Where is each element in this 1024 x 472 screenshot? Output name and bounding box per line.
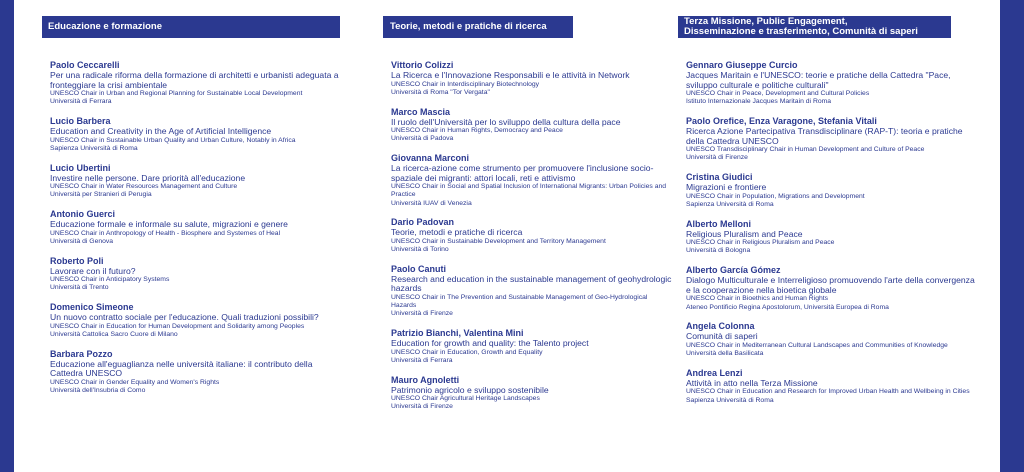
university: Università di Padova [391,135,454,143]
talk-title: Il ruolo dell'Università per lo sviluppo della cultura della pace [391,116,621,127]
talk-title: Jacques Maritain e l'UNESCO: teorie e pratiche della Cattedra "Pace, sviluppo culturale e politiche culturali" [686,70,951,90]
entry-list [50,60,342,405]
talk-title: Un nuovo contratto sociale per l'educazione. Quali traduzioni possibili? [50,312,319,323]
talk-title: Dialogo Multiculturale e Interreligioso promuovendo l'arte della convergenza e la cooperazione nella bioetica globale [686,275,975,295]
column-education [42,0,342,472]
talk-title: Lavorare con il futuro? [50,265,136,276]
unesco-chair: UNESCO Chair in Anticipatory Systems [50,276,170,284]
speaker-entry [686,172,978,209]
speaker-entry [50,256,342,293]
talk-title: Teorie, metodi e pratiche di ricerca [391,227,523,238]
unesco-chair: UNESCO Chair in Gender Equality and Women's Rights [50,378,220,386]
section-header-line: Terza Missione, Public Engagement, [684,16,848,27]
talk-title: La ricerca-azione come strumento per promuovere l'inclusione socio-spaziale dei migranti: attori locali, reti e attivismo [391,163,654,183]
speaker-name: Alberto Melloni [686,218,751,229]
speaker-name: Paolo Orefice, Enza Varagone, Stefania Vitali [686,116,877,127]
speaker-name: Giovanna Marconi [391,153,470,163]
talk-title: Ricerca Azione Partecipativa Transdisciplinare (RAP-T): teoria e pratiche della Cattedra UNESCO [686,126,963,146]
university: Università IUAV di Venezia [391,199,472,207]
speaker-name: Andrea Lenzi [686,367,743,378]
talk-title: Comunità di saperi [686,331,758,342]
talk-title: Educazione all'eguaglianza nelle università italiane: il contributo della Cattedra UNESCO [50,358,313,379]
talk-title: Education and Creativity in the Age of Artificial Intelligence [50,126,272,137]
university: Istituto Internazionale Jacques Maritain di Roma [686,98,832,106]
speaker-name: Cristina Giudici [686,172,753,183]
speaker-name: Domenico Simeone [50,302,134,313]
column-research [383,0,673,472]
speaker-entry [50,349,342,396]
unesco-chair: UNESCO Chair in Peace, Development and Cultural Policies [686,90,870,98]
university: Università di Ferrara [50,98,112,106]
speaker-entry [686,265,978,312]
speaker-name: Roberto Poli [50,255,104,266]
speaker-name: Alberto García Gómez [686,265,781,276]
unesco-chair: UNESCO Chair in Education, Growth and Equality [391,348,543,356]
university: Università Cattolica Sacro Cuore di Milano [50,330,178,338]
entry-list [391,60,673,421]
speaker-name: Vittorio Colizzi [391,60,454,70]
speaker-entry [50,116,342,153]
university: Università di Firenze [686,154,748,162]
university: Università di Torino [391,246,449,254]
unesco-chair: UNESCO Chair in Anthropology of Health - Biosphere and Systemes of Heal [50,229,281,237]
unesco-chair: UNESCO Chair in Water Resources Management and Culture [50,183,238,191]
speaker-entry [391,217,673,254]
talk-title: Per una radicale riforma della formazione di architetti e urbanisti adeguata a fronteggiare la crisi ambientale [50,70,339,90]
university: Sapienza Università di Roma [50,144,138,152]
speaker-entry [391,375,673,412]
university: Università di Roma "Tor Vergata" [391,88,490,96]
speaker-entry [686,116,978,163]
university: Università di Ferrara [391,356,453,364]
speaker-entry [50,209,342,246]
university: Università di Firenze [391,310,453,318]
unesco-chair: UNESCO Chair in Sustainable Development and Territory Management [391,237,606,245]
speaker-name: Lucio Ubertini [50,162,111,173]
speaker-entry [50,163,342,200]
unesco-chair: UNESCO Chair in Urban and Regional Planning for Sustainable Local Development [50,90,303,98]
unesco-chair: UNESCO Chair in Sustainable Urban Quality and Urban Culture, Notably in Africa [50,136,296,144]
speaker-name: Gennaro Giuseppe Curcio [686,60,798,70]
speaker-entry [391,328,673,365]
left-edge-bar [0,0,14,472]
speaker-entry [391,153,673,208]
speaker-name: Marco Mascia [391,106,451,117]
talk-title: Educazione formale e informale su salute, migrazioni e genere [50,219,288,230]
section-header [383,16,573,38]
talk-title: Attività in atto nella Terza Missione [686,377,818,388]
talk-title: Research and education in the sustainable management of geohydrologic hazards [391,273,672,294]
talk-title: Religious Pluralism and Peace [686,228,803,239]
speaker-name: Angela Colonna [686,321,755,332]
speaker-name: Mauro Agnoletti [391,374,460,385]
column-third-mission [678,0,978,472]
right-edge-bar [1000,0,1024,472]
speaker-name: Paolo Canuti [391,263,447,274]
section-header-text: Educazione e formazione [48,21,163,32]
university: Sapienza Università di Roma [686,396,774,404]
speaker-entry [50,302,342,339]
speaker-entry [686,60,978,107]
unesco-chair: UNESCO Chair in Bioethics and Human Rights [686,295,829,303]
university: Università per Stranieri di Perugia [50,191,152,199]
speaker-entry [50,60,342,107]
unesco-chair: UNESCO Chair in Mediterranean Cultural Landscapes and Communities of Knowledge [686,341,948,349]
unesco-chair: UNESCO Chair in Religious Pluralism and Peace [686,239,835,247]
speaker-entry [391,107,673,144]
speaker-entry [391,264,673,319]
section-header-text: Teorie, metodi e pratiche di ricerca [390,21,547,32]
talk-title: Investire nelle persone. Dare priorità all'educazione [50,172,246,183]
university: Università di Firenze [391,403,453,411]
university: Università di Bologna [686,247,751,255]
section-header [42,16,340,38]
unesco-chair: UNESCO Chair in Social and Spatial Inclusion of International Migrants: Urban Policies and Practice [391,183,667,199]
speaker-name: Lucio Barbera [50,116,111,127]
speaker-name: Dario Padovan [391,217,455,228]
entry-list [686,60,978,414]
unesco-chair: UNESCO Chair Agricultural Heritage Landscapes [391,395,540,403]
university: Università della Basilicata [686,350,764,358]
speaker-name: Paolo Ceccarelli [50,60,120,70]
talk-title: La Ricerca e l'Innovazione Responsabili e le attività in Network [391,70,630,80]
unesco-chair: UNESCO Chair in The Prevention and Sustainable Management of Geo-Hydrological Hazards [391,293,648,310]
unesco-chair: UNESCO Chair in Education and Research for Improved Urban Health and Wellbeing in Cities [686,388,970,396]
university: Università di Genova [50,237,114,245]
talk-title: Migrazioni e frontiere [686,182,767,193]
speaker-name: Patrizio Bianchi, Valentina Mini [391,328,524,339]
unesco-chair: UNESCO Chair in Population, Migrations and Development [686,192,865,200]
unesco-chair: UNESCO Chair in Human Rights, Democracy and Peace [391,127,563,135]
speaker-entry [686,321,978,358]
university: Università dell'Insubria di Como [50,386,146,394]
university: Università di Trento [50,284,109,292]
unesco-chair: UNESCO Chair in Education for Human Development and Solidarity among Peoples [50,322,305,330]
speaker-entry [686,368,978,405]
university: Ateneo Pontificio Regina Apostolorum, Università Europea di Roma [686,303,889,311]
speaker-entry [686,219,978,256]
speaker-entry [391,60,673,97]
university: Sapienza Università di Roma [686,200,774,208]
unesco-chair: UNESCO Transdisciplinary Chair in Human Development and Culture of Peace [686,146,925,154]
talk-title: Patrimonio agricolo e sviluppo sostenibile [391,384,549,395]
unesco-chair: UNESCO Chair in Interdisciplinary Biotechnology [391,80,540,88]
section-header-line: Disseminazione e trasferimento, Comunità di saperi [684,26,918,37]
talk-title: Education for growth and quality: the Talento project [391,338,589,349]
speaker-name: Antonio Guerci [50,209,115,220]
speaker-name: Barbara Pozzo [50,348,113,359]
section-header [678,16,951,38]
